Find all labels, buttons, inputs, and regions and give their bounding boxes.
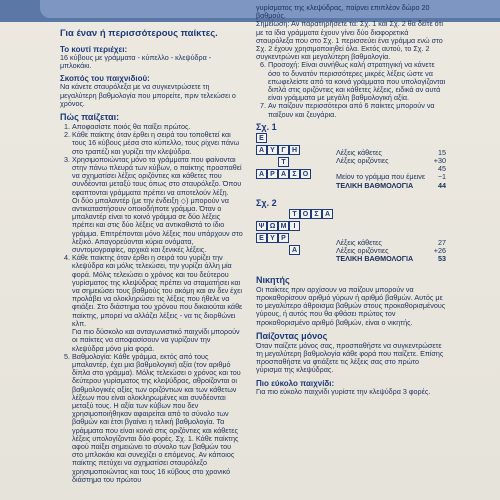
step-7: 7. Αν παίζουν περισσότεροι από 6 παίκτες μπορούν να παίξουν και ζευγάρια.: [268, 102, 446, 118]
step-6: 6. Προσοχή: Είναι συνήθως καλή στρατηγική να κάνετε όσο το δυνατόν περισσότερες μικρές λέξεις ώστε να επωφελείστε από τα κοινά γράμματα που υπολογίζονται διπλά στις οριζόντιες και κάθετες λέξεις, ειδικά αν αυτά είναι γράμματα με μεγάλη βαθμολογική αξία.: [268, 61, 446, 102]
steps-list-3: [60, 353, 244, 484]
steps-list-4: [256, 61, 446, 118]
easy-heading: Πιο εύκολο παιχνίδι:: [256, 378, 335, 388]
letter-cube: Ρ: [278, 233, 289, 243]
letter-cube: Ρ: [267, 169, 278, 179]
solo-heading: Παίζοντας μόνος: [256, 330, 328, 341]
step-5: 5. Βαθμολογία: Κάθε γράμμα, εκτός από τους μπαλαντέρ, έχει μια βαθμολογική αξία (τον αριθμό δίπλα στο γράμμα). Μόλις τελειώσει ο χρόνος και του δεύτερου γυρίσματος της κλεψύδρας, αθροίζονται οι βαθμολογικές αξίες των οριζόντιων και των κάθετων λέξεων που είναι ολοκληρωμένες και συνδέονται μεταξύ τους. Η αξία των κύβων που δεν χρησιμοποιήθηκαν αφαιρείται από το σύνολο των βαθμών και έτσι βγαίνει η τελική βαθμολογία. Τα γράμματα που είναι κοινά στις οριζόντιες και κάθετες λέξεις υπολογίζονται δύο φορές. Σχ. 1. Κάθε παίκτης αφού παίξει σημειώνει το σύνολο των βαθμών του στο μπλοκάκι και συνεχίζει ο επόμενος. Αν κάποιος παίκτης πετύχει να σχηματίσει σταυρόλεξο χρησιμοποιώντας και τους 16 κύβους στο χρονικό διάστημα του πρώτου: [72, 353, 244, 484]
fast-paragraph: Για πιο δύσκολο και ανταγωνιστικό παιχνίδι μπορούν οι παίκτες να αποφασίσουν να γυρίζουν την κλεψύδρα μόνο μία φορά.: [72, 327, 240, 353]
example-2-score: [336, 239, 446, 264]
score-label: Λέξεις οριζόντιες: [336, 246, 389, 256]
letter-cube: Τ: [289, 209, 300, 219]
example-1-label: Σχ. 1: [256, 121, 277, 132]
letter-cube: E: [256, 133, 267, 143]
score-label: Λέξεις κάθετες: [336, 237, 382, 247]
howto-heading: Πώς παίζεται:: [60, 112, 120, 123]
example-2-label: Σχ. 2: [256, 197, 277, 208]
steps-list-2: [60, 254, 244, 328]
winner-text: Οι παίκτες πριν αρχίσουν να παίζουν μπορούν να προκαθορίσουν αριθμό γύρων ή αριθμό βαθμών. Αυτός με το μεγαλύτερο άθροισμα βαθμών στους προκαθορισμένους γύρους, ή αυτός που θα φθάσει πρώτος τον προκαθορισμένο αριθμό βαθμών, είναι ο νικητής.: [256, 284, 446, 327]
goal-heading: Σκοπός του παιχνιδιού:: [60, 74, 150, 84]
contents-text: 16 κύβους με γράμματα - κύπελλο - κλεψύδρα - μπλοκάκι.: [60, 53, 212, 71]
score-label: Μείον το γράμμα που έμεινε: [336, 172, 426, 182]
left-column: [60, 28, 244, 484]
solo-text: Όταν παίζετε μόνος σας, προσπαθήστε να συγκεντρώσετε τη μεγαλύτερη βαθμολογία κάθε φορά που παίζετε. Επίσης προσπαθήστε να φτιάξετε τις λέξεις σας στο πρώτο γύρισμα της κλεψύδρας.: [256, 340, 444, 375]
letter-cube: Α: [256, 169, 267, 179]
score-label: ΤΕΛΙΚΗ ΒΑΘΜΟΛΟΓΙΑ: [336, 180, 414, 190]
letter-cube: Ο: [300, 169, 311, 179]
letter-cube: Η: [289, 145, 300, 155]
letter-cube: Ω: [267, 221, 278, 231]
contents-heading: Το κουτί περιέχει:: [60, 45, 128, 54]
example-1: [256, 123, 446, 195]
score-value: 45: [438, 164, 446, 174]
letter-cube: Ο: [300, 209, 311, 219]
example-1-score: [336, 149, 446, 190]
letter-cube: A: [256, 145, 267, 155]
letter-cube: Ε: [256, 233, 267, 243]
letter-cube: Α: [322, 209, 333, 219]
score-value: +30: [433, 156, 446, 166]
letter-cube: Σ: [289, 169, 300, 179]
step-4: 4. Κάθε παίκτης όταν έρθει η σειρά του γυρίζει την κλεψύδρα και μόλις τελειώσει, την γυρίζει άλλη μία φορά. Μόλις τελειώσει ο χρόνος και του δεύτερου γυρίσματος της κλεψύδρας πρέπει να σταματήσει και να σημειώσει τους βαθμούς του ακόμη και αν δεν έχει προλάβει να ολοκληρώσει τις λέξεις που ήθελε να φτιάξει. Στο διάστημα του χρόνου που δικαιούται κάθε παίκτης, μπορεί να αλλάζει λέξεις - να τις διορθώνει κλπ.: [72, 254, 244, 328]
score-row: [336, 157, 446, 165]
continuation-text: γυρίσματος της κλεψύδρας, παίρνει επιπλέον δώρο 20 βαθμούς.: [256, 3, 430, 21]
page-title: Για έναν ή περισσότερους παίκτες.: [60, 28, 218, 39]
score-value: +26: [433, 246, 446, 256]
letter-cube: Ι: [289, 221, 300, 231]
score-label: ΤΕΛΙΚΗ ΒΑΘΜΟΛΟΓΙΑ: [336, 254, 414, 264]
letter-cube: Υ: [267, 233, 278, 243]
score-label: Λέξεις κάθετες: [336, 147, 382, 157]
note-text: Σημείωση: Αν παρατηρήσετε τα: Σχ. 1 και Σχ. 2 θα δείτε ότι με τα ίδια γράμματα έχουν γίνει δύο διαφορετικά σταυρόλεξα που στο Σχ. 1 περισσεύει ένα γράμμα ενώ στο Σχ. 2 έχουν χρησιμοποιηθεί όλα. Εκτός αυτού, το Σχ. 2 συγκεντρώνει και μεγαλύτερη βαθμολογία.: [256, 19, 444, 62]
right-column: [256, 4, 446, 396]
score-value: 53: [438, 254, 446, 264]
joker-paragraph: Οι δύο μπαλαντέρ (με την ένδειξη ◇) μπορούν να αντικαταστήσουν οποιοδήποτε γράμμα. Όταν ο μπαλαντέρ είναι το κοινό γράμμα σε δύο λέξεις πρέπει και στις δύο λέξεις να αντικαθιστά το ίδιο γράμμα. Επιτρέπονται μόνο λέξεις που υπάρχουν στο λεξικό. Απαγορεύονται κύρια ονόματα, συντομογραφίες, αρχικά και ξενικές λέξεις.: [72, 195, 243, 255]
letter-cube: Α: [289, 245, 300, 255]
winner-heading: Νικητής: [256, 274, 290, 285]
score-row-total: [336, 182, 446, 190]
score-value: 44: [438, 180, 446, 190]
letter-cube: Σ: [311, 209, 322, 219]
score-value: −1: [437, 172, 446, 182]
steps-list: [60, 123, 244, 197]
letter-cube: Α: [278, 169, 289, 179]
step-2: 2. Κάθε παίκτης όταν έρθει η σειρά του τοποθετεί και τους 16 κύβους μέσα στο κύπελλο, τους ρίχνει πάνω στο τραπέζι και γυρίζει την κλεψύδρα.: [72, 131, 244, 156]
score-value: 15: [438, 147, 446, 157]
step-3: 3. Χρησιμοποιώντας μόνο τα γράμματα που φαίνονται στην πάνω πλευρά των κύβων, ο παίκτης προσπαθεί να σχηματίσει λέξεις οριζόντιες και κάθετες που συνδέονται μεταξύ τους όπως στο σταυρόλεξο. Όπου εφαπτονται γράμματα πρέπει να αποτελούν λέξη.: [72, 156, 244, 197]
score-label: Λέξεις οριζόντιες: [336, 156, 389, 166]
example-2: [256, 199, 446, 271]
letter-cube: Υ: [267, 145, 278, 155]
goal-text: Να κάνετε σταυρόλεξα με να συγκεντρώσετε τη μεγαλύτερη βαθμολογία που μπορείτε, πριν τελειώσει ο χρόνος.: [60, 82, 236, 108]
letter-cube: Γ: [278, 145, 289, 155]
score-value: 27: [438, 237, 446, 247]
step-1: 1. Αποφασίστε ποιός θα παίξει πρώτος.: [72, 123, 244, 131]
letter-cube: Τ: [278, 157, 289, 167]
easy-text: Για πιο εύκολο παιχνίδι γυρίστε την κλεψύδρα 3 φορές.: [256, 386, 431, 396]
letter-cube: Μ: [278, 221, 289, 231]
letter-cube: Ψ: [256, 221, 267, 231]
score-row-total: [336, 255, 446, 263]
